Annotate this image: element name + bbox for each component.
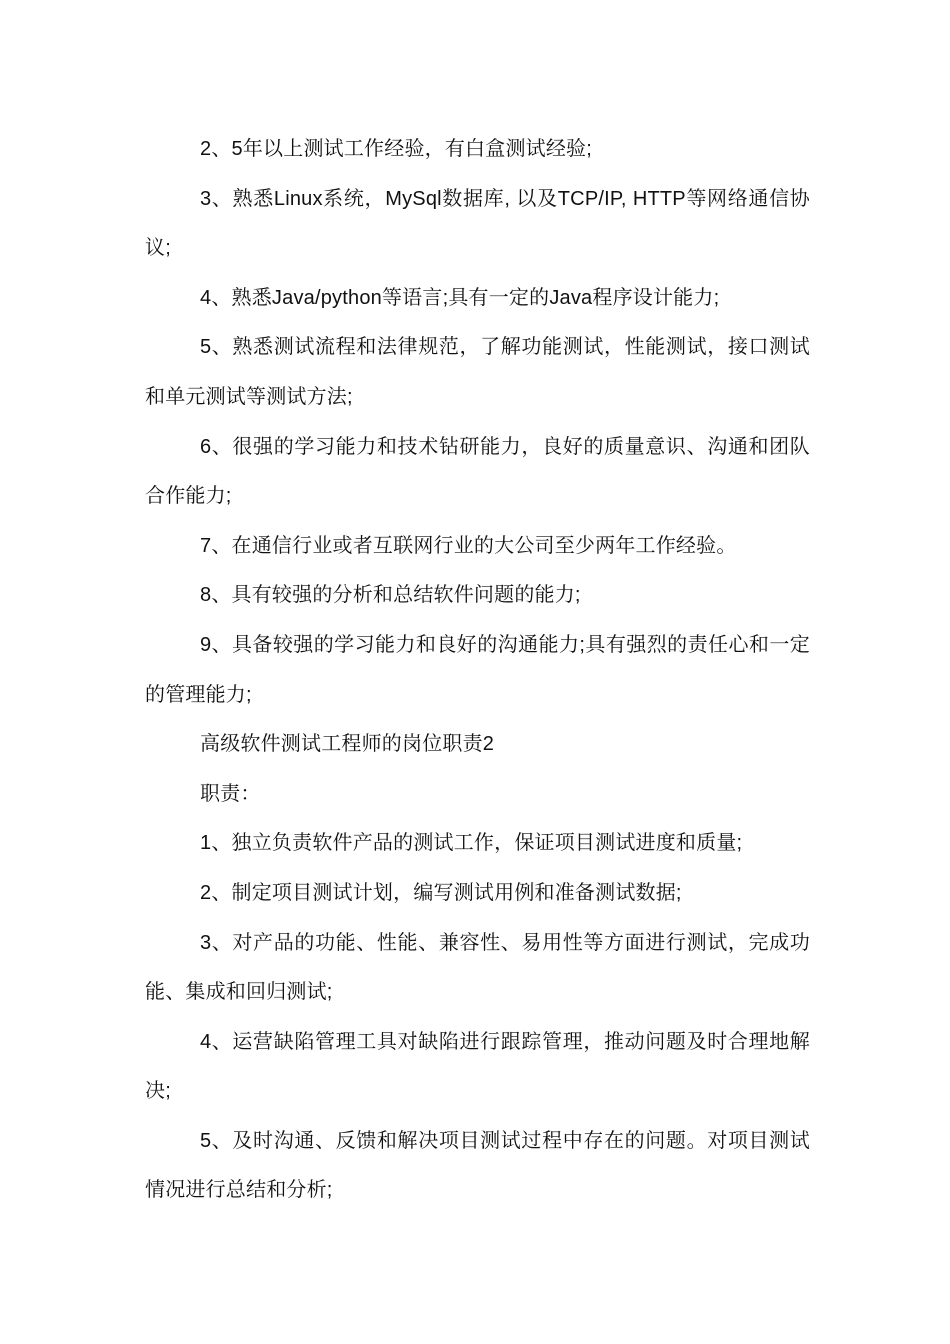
duty-4: 4、运营缺陷管理工具对缺陷进行跟踪管理，推动问题及时合理地解决; bbox=[145, 1030, 810, 1103]
requirement-4: 4、熟悉Java/python等语言;具有一定的Java程序设计能力; bbox=[200, 286, 720, 309]
requirement-6: 6、很强的学习能力和技术钻研能力，良好的质量意识、沟通和团队合作能力; bbox=[145, 435, 810, 508]
requirement-9: 9、具备较强的学习能力和良好的沟通能力;具有强烈的责任心和一定的管理能力; bbox=[145, 633, 810, 706]
section-heading: 高级软件测试工程师的岗位职责2 bbox=[200, 733, 495, 756]
duty-2: 2、制定项目测试计划，编写测试用例和准备测试数据; bbox=[200, 881, 682, 904]
requirement-8: 8、具有较强的分析和总结软件问题的能力; bbox=[200, 584, 581, 607]
duty-1: 1、独立负责软件产品的测试工作，保证项目测试进度和质量; bbox=[200, 832, 743, 855]
requirement-2: 2、5年以上测试工作经验，有白盒测试经验; bbox=[200, 138, 593, 160]
requirement-7: 7、在通信行业或者互联网行业的大公司至少两年工作经验。 bbox=[200, 534, 737, 557]
requirement-5: 5、熟悉测试流程和法律规范，了解功能测试，性能测试，接口测试和单元测试等测试方法; bbox=[145, 336, 810, 408]
document-body bbox=[145, 125, 810, 1216]
duty-5: 5、及时沟通、反馈和解决项目测试过程中存在的问题。对项目测试情况进行总结和分析; bbox=[145, 1129, 810, 1202]
duty-3: 3、对产品的功能、性能、兼容性、易用性等方面进行测试，完成功能、集成和回归测试; bbox=[145, 931, 810, 1004]
duties-label: 职责： bbox=[200, 782, 261, 805]
requirement-3: 3、熟悉Linux系统，MySql数据库, 以及TCP/IP, HTTP等网络通信协议; bbox=[145, 187, 810, 260]
